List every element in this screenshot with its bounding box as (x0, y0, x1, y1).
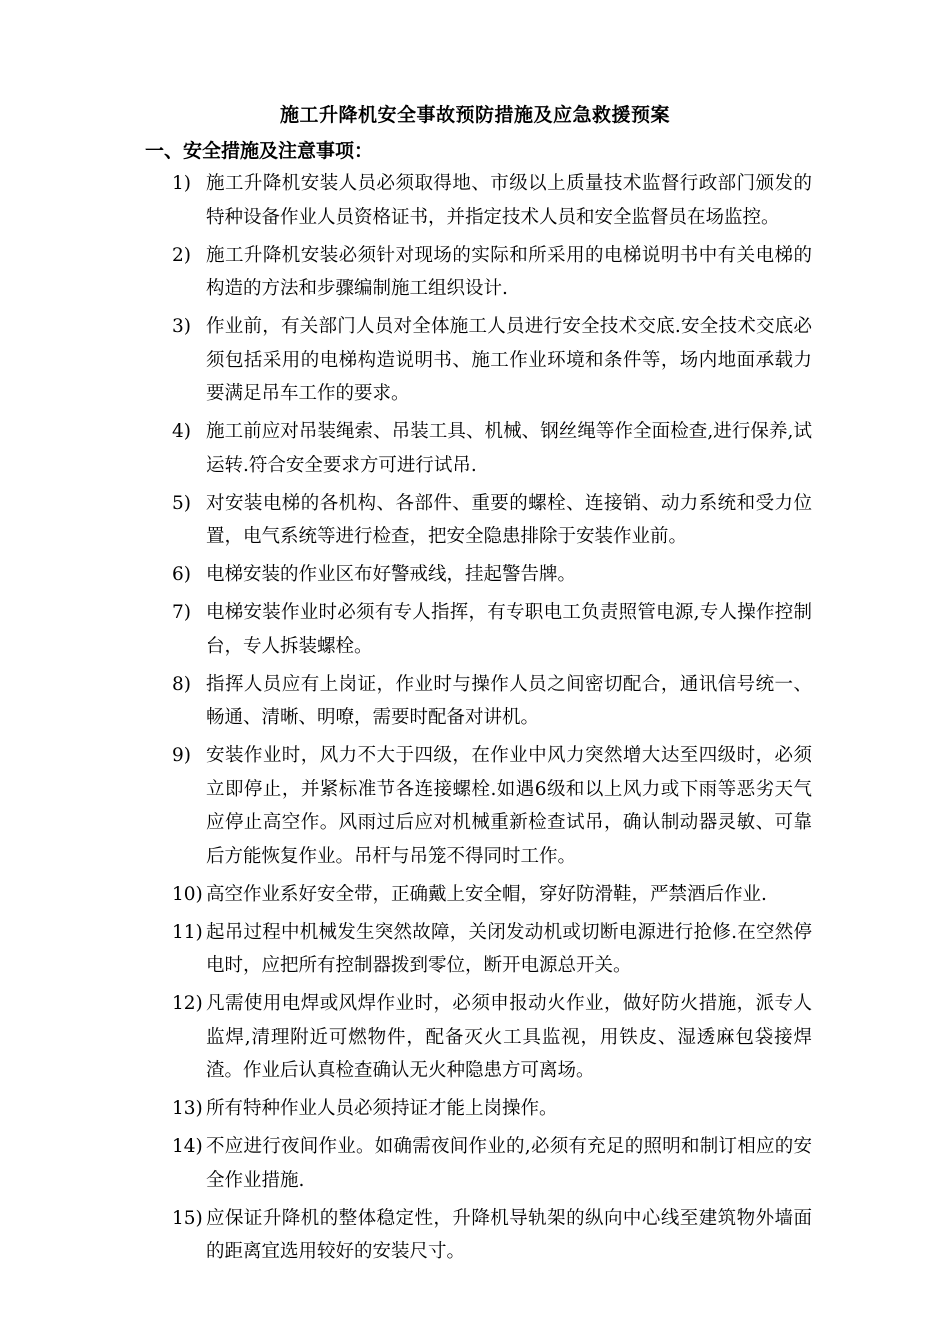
item-text: 作业前，有关部门人员对全体施工人员进行安全技术交底.安全技术交底必须包括采用的电梯构造说明书、施工作业环境和条件等，场内地面承载力要满足吊车工作的要求。 (206, 316, 812, 404)
item-text: 电梯安装的作业区布好警戒线，挂起警告牌。 (206, 564, 577, 585)
item-text: 不应进行夜间作业。如确需夜间作业的,必须有充足的照明和制订相应的安全作业措施. (206, 1136, 812, 1191)
item-number: 3) (172, 316, 191, 337)
item-number: 9) (172, 745, 191, 766)
list-item (172, 487, 812, 554)
item-text: 凡需使用电焊或风焊作业时，必须申报动火作业，做好防火措施，派专人监焊,清理附近可燃物件，配备灭火工具监视，用铁皮、湿透麻包袋接焊渣。作业后认真检查确认无火种隐患方可离场。 (206, 993, 812, 1081)
item-text: 施工升降机安装必须针对现场的实际和所采用的电梯说明书中有关电梯的构造的方法和步骤编制施工组织设计. (206, 244, 812, 299)
list-item (172, 1202, 812, 1269)
list-item (172, 167, 812, 234)
list-item (172, 1092, 812, 1126)
item-number: 15) (172, 1207, 203, 1229)
item-text: 施工前应对吊装绳索、吊装工具、机械、钢丝绳等作全面检查,进行保养,试运转.符合安全要求方可进行试吊. (206, 421, 812, 476)
list-item (172, 739, 812, 873)
item-number: 1) (172, 173, 191, 194)
list-item (172, 239, 812, 306)
list-item (172, 878, 812, 912)
section-heading: 一、安全措施及注意事项： (145, 140, 374, 162)
item-number: 14) (172, 1136, 203, 1157)
item-text: 对安装电梯的各机构、各部件、重要的螺栓、连接销、动力系统和受力位置，电气系统等进行检查，把安全隐患排除于安装作业前。 (206, 492, 812, 547)
item-text: 施工升降机安装人员必须取得地、市级以上质量技术监督行政部门颁发的特种设备作业人员资格证书，并指定技术人员和安全监督员在场监控。 (206, 173, 812, 228)
item-number: 11) (172, 921, 203, 943)
list-item (172, 558, 812, 592)
item-number: 2) (172, 244, 191, 266)
safety-measures-list (172, 167, 812, 1273)
list-item (172, 916, 812, 983)
item-text: 起吊过程中机械发生突然故障，关闭发动机或切断电源进行抢修.在空然停电时，应把所有控制器拨到零位，断开电源总开关。 (206, 921, 812, 976)
item-text: 指挥人员应有上岗证，作业时与操作人员之间密切配合，通讯信号统一、畅通、清晰、明嘹，需要时配备对讲机。 (206, 673, 812, 728)
item-text: 安装作业时，风力不大于四级，在作业中风力突然增大达至四级时，必须立即停止，并紧标准节各连接螺栓.如遇6级和以上风力或下雨等恶劣天气应停止高空作。风雨过后应对机械重新检查试吊，确认制动器灵敏、可靠后方能恢复作业。吊杆与吊笼不得同时工作。 (206, 745, 812, 867)
list-item (172, 310, 812, 411)
item-number: 13) (172, 1098, 203, 1119)
list-item (172, 1130, 812, 1197)
item-text: 所有特种作业人员必须持证才能上岗操作。 (206, 1098, 558, 1119)
list-item (172, 596, 812, 663)
item-text: 电梯安装作业时必须有专人指挥，有专职电工负责照管电源,专人操作控制台，专人拆装螺栓。 (206, 602, 812, 657)
item-number: 8) (172, 673, 191, 695)
list-item (172, 668, 812, 735)
item-number: 10) (172, 883, 203, 905)
item-text: 应保证升降机的整体稳定性，升降机导轨架的纵向中心线至建筑物外墙面的距离宜选用较好的安装尺寸。 (206, 1207, 812, 1262)
item-number: 7) (172, 602, 191, 623)
list-item (172, 987, 812, 1088)
item-number: 6) (172, 564, 191, 585)
item-number: 12) (172, 993, 203, 1014)
item-text: 高空作业系好安全带，正确戴上安全帽，穿好防滑鞋，严禁酒后作业. (206, 883, 767, 905)
item-number: 5) (172, 492, 191, 514)
list-item (172, 415, 812, 482)
document-title: 施工升降机安全事故预防措施及应急救援预案 (279, 104, 670, 126)
item-number: 4) (172, 421, 191, 442)
